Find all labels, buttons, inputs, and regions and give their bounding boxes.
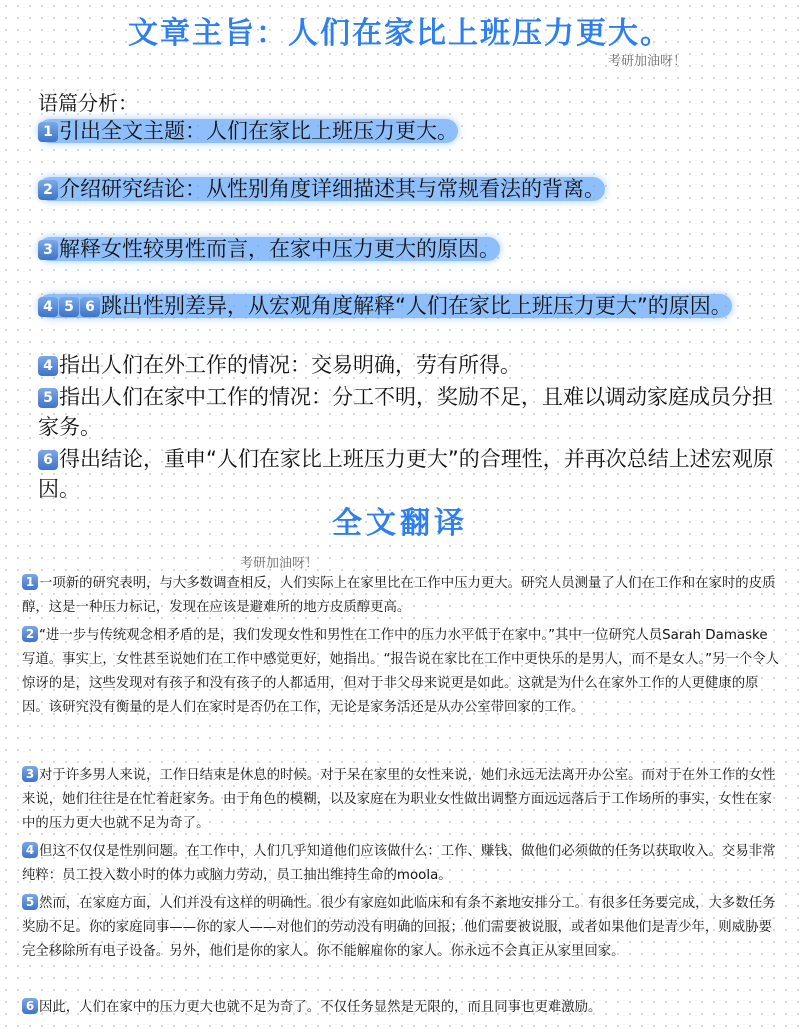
number-badge-icon: 5 <box>22 894 38 910</box>
analysis-item-text: 得出结论，重申“人们在家比上班压力更大”的合理性，并再次总结上述宏观原因。 <box>38 447 774 501</box>
number-badge-icon: 3 <box>22 766 38 782</box>
analysis-item-text: 解释女性较男性而言，在家中压力更大的原因。 <box>59 237 500 261</box>
analysis-item-2 <box>38 174 784 204</box>
analysis-item-4-5-6 <box>38 291 784 321</box>
number-badge-icon: 4 <box>22 842 38 858</box>
number-badge-icon: 3 <box>38 240 58 260</box>
number-badge-icon: 5 <box>59 297 79 317</box>
paragraph-text: 然而，在家庭方面，人们并没有这样的明确性。很少有家庭如此临床和有条不紊地安排分工。有很多任务要完成，大多数任务奖励不足。你的家庭同事——你的家人——对他们的劳动没有明确的回报；他们需要被说服，或者如果他们是青少年，则威胁要完全移除所有电子设备。另外，他们是你的家人。你不能解雇你的家人。你永远不会真正从家里回家。 <box>22 896 776 959</box>
number-badge-icon: 2 <box>22 626 38 642</box>
paragraph-text: 对于许多男人来说，工作日结束是休息的时候。对于呆在家里的女性来说，她们永远无法离开办公室。而对于在外工作的女性来说，她们往往是在忙着赶家务。由于角色的模糊，以及家庭在为职业女性做出调整方面远远落后于工作场所的事实，女性在家中的压力更大也就不足为奇了。 <box>22 768 776 831</box>
analysis-item-3 <box>38 234 784 264</box>
paragraph-text: 一项新的研究表明，与大多数调查相反，人们实际上在家里比在工作中压力更大。研究人员测量了人们在工作和在家时的皮质醇，这是一种压力标记，发现在应该是避难所的地方皮质醇更高。 <box>22 576 776 615</box>
translation-paragraph-5 <box>22 892 782 964</box>
article-theme-title: 文章主旨：人们在家比上班压力更大。 <box>128 16 672 51</box>
paragraph-text: “进一步与传统观念相矛盾的是，我们发现女性和男性在工作中的压力水平低于在家中。”其中一位研究人员Sarah Damaske 写道。事实上，女性甚至说她们在工作中感觉更好，她指出。“报告说在家比在工作中更快乐的是男人，而不是女人。”另一个令人惊讶的是，这些发现对有孩子和没有孩子的人都适用，但对于非父母来说更是如此。这就是为什么在家外工作的人更健康的原因。该研究没有衡量的是人们在家时是否仍在工作，无论是家务活还是从办公室带回家的工作。 <box>22 628 780 715</box>
number-badge-icon: 1 <box>38 122 58 142</box>
number-badge-icon: 2 <box>38 180 58 200</box>
analysis-item-6 <box>38 444 784 504</box>
translation-title: 全文翻译 <box>332 506 468 541</box>
analysis-item-4 <box>38 350 784 380</box>
analysis-item-5 <box>38 382 784 442</box>
number-badge-icon: 1 <box>22 574 38 590</box>
analysis-label: 语篇分析： <box>38 91 138 115</box>
paragraph-text: 但这不仅仅是性别问题。在工作中，人们几乎知道他们应该做什么：工作、赚钱、做他们必须做的任务以获取收入。交易非常纯粹：员工投入数小时的体力或脑力劳动，员工抽出维持生命的moola。 <box>22 844 776 883</box>
analysis-item-text: 指出人们在家中工作的情况：分工不明，奖励不足，且难以调动家庭成员分担家务。 <box>38 385 773 439</box>
number-badge-icon: 4 <box>38 356 58 376</box>
paragraph-text: 因此，人们在家中的压力更大也就不足为奇了。不仅任务显然是无限的，而且同事也更难激励。 <box>39 1000 602 1015</box>
analysis-item-text: 介绍研究结论：从性别角度详细描述其与常规看法的背离。 <box>59 177 605 201</box>
watermark: 考研加油呀！ <box>608 54 687 69</box>
analysis-item-text: 指出人们在外工作的情况：交易明确，劳有所得。 <box>59 353 521 377</box>
translation-paragraph-4 <box>22 840 782 888</box>
translation-paragraph-3 <box>22 764 782 836</box>
number-badge-icon: 6 <box>38 450 58 470</box>
number-badge-icon: 6 <box>22 998 38 1014</box>
translation-paragraph-1 <box>22 572 782 620</box>
analysis-item-1 <box>38 116 784 146</box>
watermark: 考研加油呀！ <box>240 556 319 571</box>
number-badge-icon: 6 <box>80 297 100 317</box>
translation-paragraph-2 <box>22 624 782 720</box>
number-badge-icon: 5 <box>38 388 58 408</box>
analysis-item-text: 引出全文主题：人们在家比上班压力更大。 <box>59 119 458 143</box>
translation-paragraph-6 <box>22 996 782 1020</box>
number-badge-icon: 4 <box>38 297 58 317</box>
analysis-item-text: 跳出性别差异，从宏观角度解释“人们在家比上班压力更大”的原因。 <box>101 294 732 318</box>
